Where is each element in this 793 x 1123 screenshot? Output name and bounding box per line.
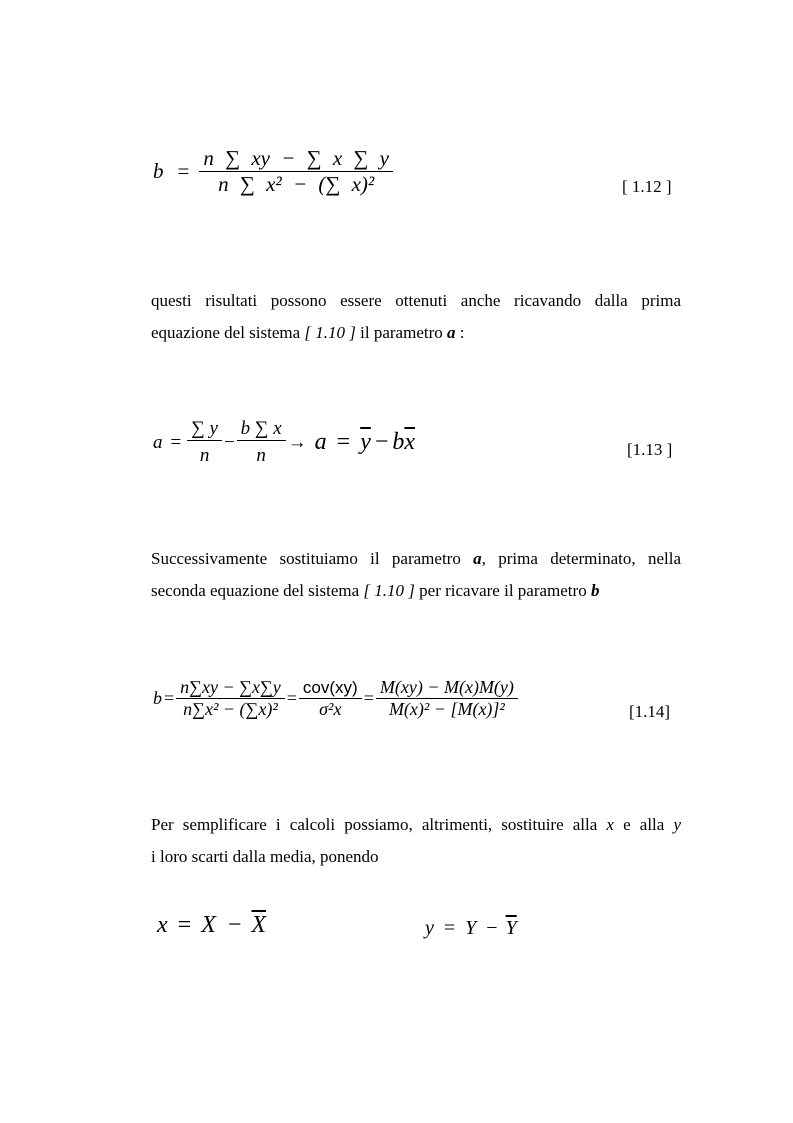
eq114-equals-1: =	[164, 688, 175, 708]
equation-number-1-13: [1.13 ]	[627, 440, 673, 459]
equation-1-14	[153, 677, 518, 720]
variable-b: b	[590, 581, 600, 600]
eq113-result-equals: =	[336, 429, 351, 455]
variable-x: x	[606, 815, 614, 834]
eq114-f2-numerator: cov(xy)	[302, 677, 358, 697]
variable-y: y	[673, 815, 681, 834]
eq113-fraction-1	[187, 418, 222, 467]
eq113-f2-denominator: n	[256, 445, 266, 466]
eq113-xbar: $\overline{x}$	[404, 429, 416, 455]
eq114-fraction-2	[299, 678, 362, 720]
text: equazione del sistema	[151, 323, 305, 342]
eq114-fraction-3	[376, 677, 518, 720]
equation-x-deviation	[157, 912, 266, 939]
eq114-f1-denominator: n∑x² − (∑x)²	[183, 699, 278, 719]
eqx-equals: =	[177, 912, 192, 938]
text: :	[455, 323, 465, 342]
eq113-fraction-2	[237, 418, 286, 467]
fraction-bar	[187, 440, 222, 441]
paragraph-2-line-2	[151, 575, 681, 607]
eqx-minus: −	[227, 912, 242, 938]
eq113-f1-denominator: n	[199, 445, 210, 466]
eq114-equals-2: =	[286, 688, 297, 708]
text: per ricavare il parametro	[414, 581, 591, 600]
eq114-f3-numerator: M(xy) − M(x)M(y)	[379, 677, 514, 697]
text: e alla	[613, 815, 674, 834]
eqy-lhs: y	[425, 917, 434, 939]
equation-1-13	[153, 418, 415, 467]
eqy-minus: −	[486, 917, 498, 939]
eq112-numerator: n ∑ xy − ∑ x ∑ y	[203, 146, 389, 170]
fraction-bar	[237, 440, 286, 441]
eq112-denominator: n ∑ x² − (∑ x)²	[218, 172, 375, 196]
eq113-ybar: $\overline{y}$	[360, 429, 371, 455]
eq113-minus-2: −	[374, 429, 389, 455]
text: seconda equazione del sistema	[151, 581, 364, 600]
eqy-Ybar: $\overline{Y}$	[505, 917, 517, 939]
eq113-b: b	[392, 429, 405, 455]
reference-1-10: [ 1.10 ]	[363, 581, 415, 600]
eqx-X: X	[201, 912, 216, 938]
eq113-f1-numerator: ∑ y	[191, 418, 218, 439]
text: Per semplificare i calcoli possiamo, altrimenti, sostituire alla	[151, 815, 607, 834]
eqy-equals: =	[443, 917, 456, 939]
paragraph-2-line-1	[151, 543, 681, 575]
paragraph-1	[151, 285, 681, 349]
text: , prima determinato, nella	[481, 549, 681, 568]
eqx-lhs: x	[157, 912, 168, 938]
equation-y-deviation	[425, 917, 517, 940]
eq114-equals-3: =	[363, 688, 374, 708]
equation-1-12	[153, 146, 393, 197]
eqx-Xbar: $\overline{X}$	[251, 912, 267, 938]
eq114-fraction-1	[176, 677, 285, 720]
variable-a: a	[447, 323, 456, 342]
variable-a: a	[473, 549, 482, 568]
eq113-result-lhs: a	[314, 429, 327, 455]
eq114-f1-numerator: n∑xy − ∑x∑y	[180, 677, 281, 697]
paragraph-3	[151, 809, 681, 873]
eq112-equals: =	[177, 159, 190, 183]
paragraph-2	[151, 543, 681, 607]
text: Successivamente sostituiamo il parametro	[151, 549, 474, 568]
eq113-lhs: a	[153, 431, 163, 453]
reference-1-10: [ 1.10 ]	[304, 323, 356, 342]
eq112-fraction	[199, 146, 393, 197]
eq113-minus: −	[223, 431, 235, 453]
eq114-f2-denominator: σ²x	[319, 698, 342, 719]
paragraph-1-line-2	[151, 317, 681, 349]
eq112-lhs: b	[153, 159, 164, 183]
paragraph-3-line-2: i loro scarti dalla media, ponendo	[151, 847, 379, 866]
eq114-lhs: b	[153, 688, 162, 708]
text: il parametro	[355, 323, 448, 342]
paragraph-3-line-1	[151, 809, 681, 841]
eq113-f2-numerator: b ∑ x	[240, 418, 282, 439]
eq114-f3-denominator: M(x)² − [M(x)]²	[388, 699, 505, 719]
eqy-Y: Y	[465, 917, 477, 939]
eq113-equals: =	[170, 431, 182, 453]
eq113-arrow: →	[287, 431, 307, 453]
paragraph-1-line-1: questi risultati possono essere ottenuti anche ricavando dalla prima	[151, 291, 681, 310]
equation-number-1-14: [1.14]	[629, 702, 671, 721]
equation-number-1-12: [ 1.12 ]	[622, 177, 672, 196]
